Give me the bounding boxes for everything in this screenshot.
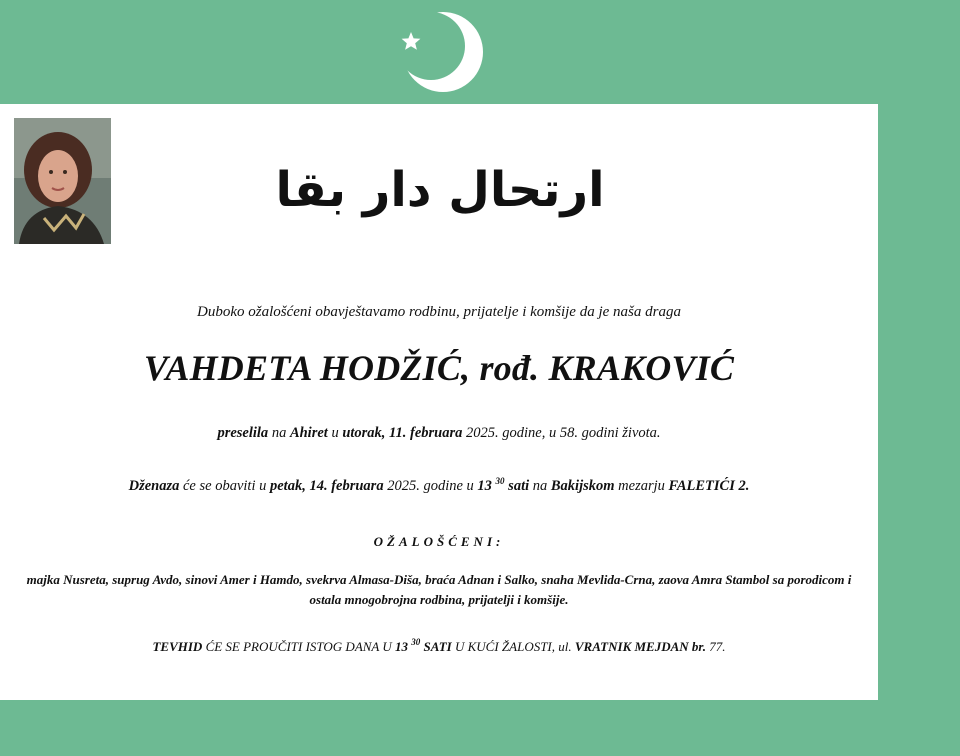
funeral-info: Dženaza će se obaviti u petak, 14. februara 2025. godine u 13 $^{30}$ sati na Bakijskom mezarju FALETIĆI 2.: [128, 476, 750, 494]
mourners-list: majka Nusreta, suprug Avdo, sinovi Amer i Hamdo, svekrva Almasa-Diša, braća Adnan i Salko, snaha Mevlida-Crna, zaova Amra Stambol sa porodicom i ostala mnogobrojna rodbina, prijatelji i komšije.: [26, 572, 852, 607]
mourners-title: OŽALOŠĆENI:: [373, 534, 505, 549]
intro-text: Duboko ožalošćeni obavještavamo rodbinu, prijatelje i komšije da je naša draga: [197, 304, 681, 320]
crescent-star-icon: [393, 6, 485, 98]
tevhid-info: TEVHID ĆE SE PROUČITI ISTOG DANA U 13 $^{30}$ SATI U KUĆI ŽALOSTI, ul. VRATNIK MEJDAN br. 77.: [152, 637, 726, 654]
passing-info: preselila na Ahiret u utorak, 11. februara 2025. godine, u 58. godini života.: [217, 425, 661, 441]
obituary-card: [0, 104, 878, 700]
portrait-photo: [14, 118, 111, 244]
svg-text:ارتحال دار بقا: ارتحال دار بقا: [275, 162, 605, 218]
deceased-name: VAHDETA HODŽIĆ, rođ. KRAKOVIĆ: [143, 348, 735, 388]
arabic-calligraphy: [275, 124, 605, 244]
